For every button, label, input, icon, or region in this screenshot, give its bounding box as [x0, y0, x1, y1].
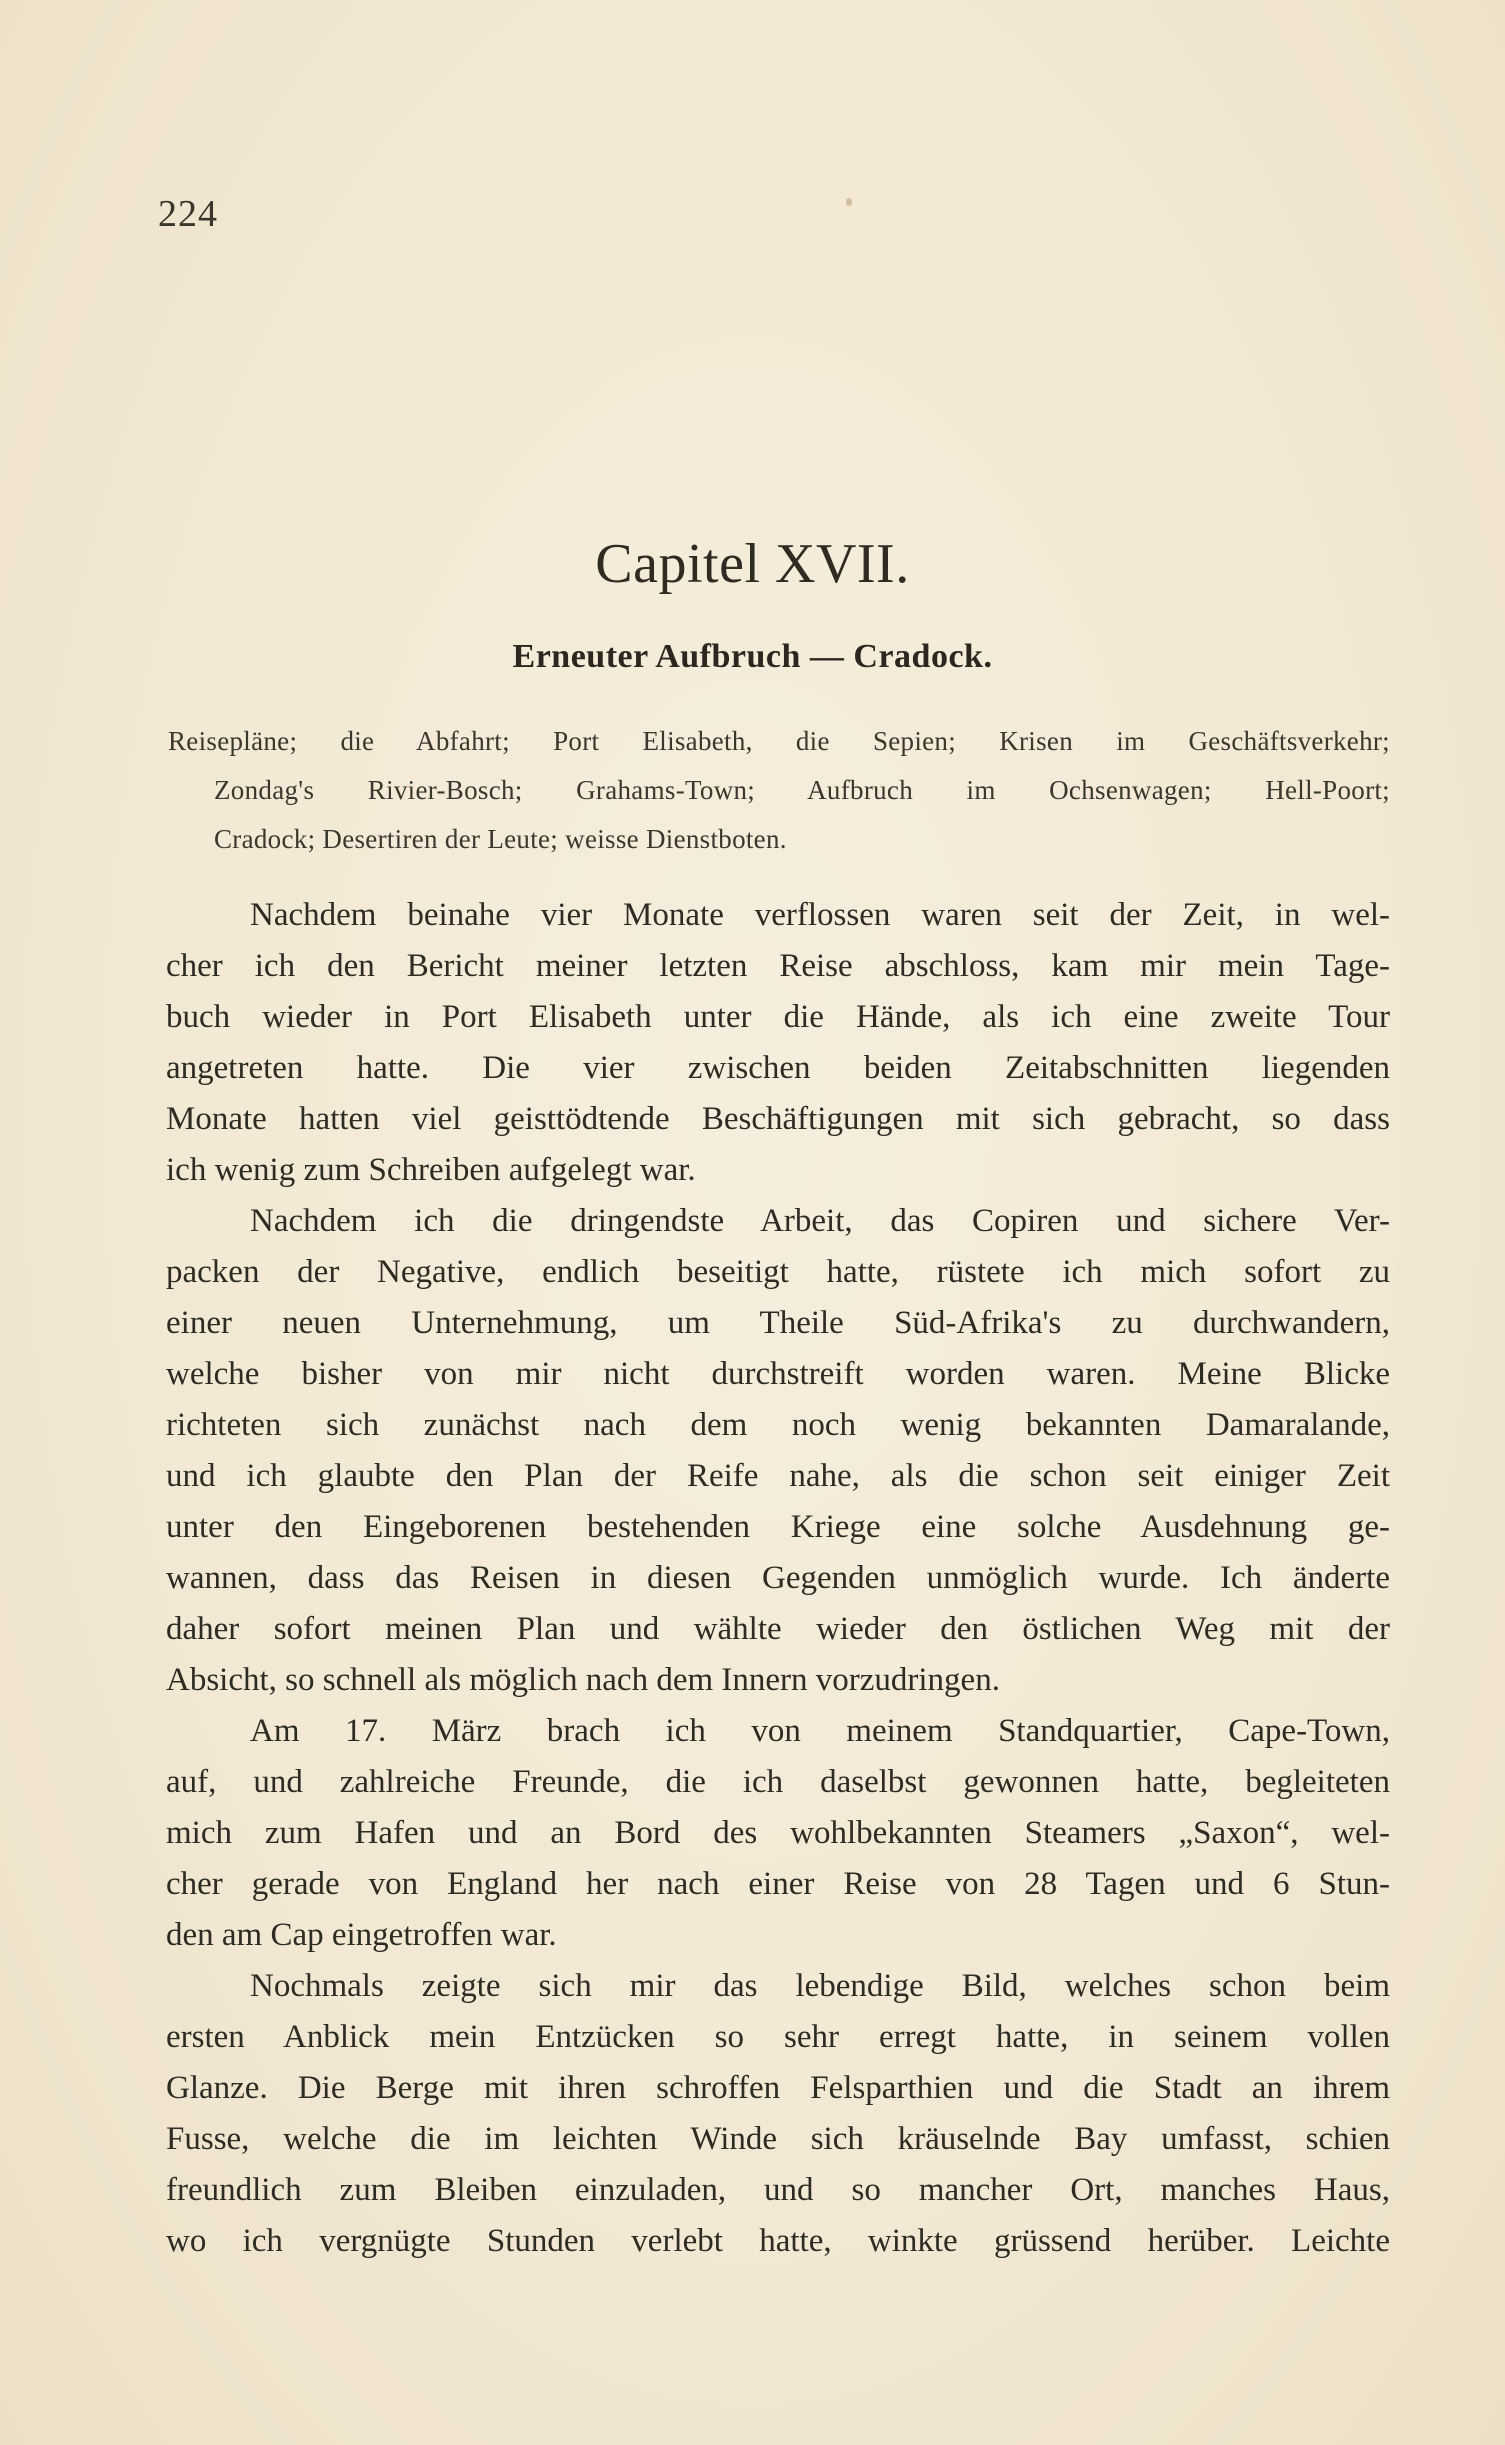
text-line: buch wieder in Port Elisabeth unter die Hände, als ich eine zweite Tour	[166, 999, 1390, 1035]
chapter-subtitle: Erneuter Aufbruch — Cradock.	[512, 638, 993, 675]
text-line: einer neuen Unternehmung, um Theile Süd-Afrika's zu durchwandern,	[166, 1305, 1390, 1341]
text-line: Nachdem beinahe vier Monate verflossen waren seit der Zeit, in wel-	[250, 897, 1390, 933]
summary-line: Reisepläne; die Abfahrt; Port Elisabeth, die Sepien; Krisen im Geschäftsverkehr;	[168, 726, 1390, 756]
text-line: daher sofort meinen Plan und wählte wieder den östlichen Weg mit der	[166, 1611, 1390, 1647]
text-line: richteten sich zunächst nach dem noch wenig bekannten Damaralande,	[166, 1407, 1390, 1443]
text-line: mich zum Hafen und an Bord des wohlbekannten Steamers „Saxon“, wel-	[166, 1815, 1390, 1851]
text-line: wannen, dass das Reisen in diesen Gegenden unmöglich wurde. Ich änderte	[166, 1560, 1390, 1596]
text-line: freundlich zum Bleiben einzuladen, und so mancher Ort, manches Haus,	[166, 2172, 1390, 2208]
body-text	[166, 890, 1390, 2267]
text-line: Absicht, so schnell als möglich nach dem Innern vorzudringen.	[166, 1662, 1000, 1698]
text-line: auf, und zahlreiche Freunde, die ich daselbst gewonnen hatte, begleiteten	[166, 1764, 1390, 1800]
summary-line: Zondag's Rivier-Bosch; Grahams-Town; Aufbruch im Ochsenwagen; Hell-Poort;	[214, 775, 1390, 805]
page-number: 224	[158, 193, 218, 235]
text-line: ersten Anblick mein Entzücken so sehr erregt hatte, in seinem vollen	[166, 2019, 1390, 2055]
text-line: Nochmals zeigte sich mir das lebendige Bild, welches schon beim	[250, 1968, 1390, 2004]
chapter-title: Capitel XVII.	[595, 533, 910, 595]
paper-speck	[846, 198, 852, 206]
text-line: packen der Negative, endlich beseitigt hatte, rüstete ich mich sofort zu	[166, 1254, 1390, 1290]
text-line: unter den Eingeborenen bestehenden Kriege eine solche Ausdehnung ge-	[166, 1509, 1390, 1545]
text-line: welche bisher von mir nicht durchstreift worden waren. Meine Blicke	[166, 1356, 1390, 1392]
text-line: Fusse, welche die im leichten Winde sich kräuselnde Bay umfasst, schien	[166, 2121, 1390, 2157]
chapter-summary	[168, 717, 1390, 864]
text-line: Nachdem ich die dringendste Arbeit, das Copiren und sichere Ver-	[250, 1203, 1390, 1239]
text-line: angetreten hatte. Die vier zwischen beiden Zeitabschnitten liegenden	[166, 1050, 1390, 1086]
text-line: cher gerade von England her nach einer Reise von 28 Tagen und 6 Stun-	[166, 1866, 1390, 1902]
text-line: Glanze. Die Berge mit ihren schroffen Felsparthien und die Stadt an ihrem	[166, 2070, 1390, 2106]
text-line: Am 17. März brach ich von meinem Standquartier, Cape-Town,	[250, 1713, 1390, 1749]
text-line: Monate hatten viel geisttödtende Beschäftigungen mit sich gebracht, so dass	[166, 1101, 1390, 1137]
text-line: und ich glaubte den Plan der Reife nahe, als die schon seit einiger Zeit	[166, 1458, 1390, 1494]
text-line: ich wenig zum Schreiben aufgelegt war.	[166, 1152, 696, 1188]
text-line: wo ich vergnügte Stunden verlebt hatte, winkte grüssend herüber. Leichte	[166, 2223, 1390, 2259]
text-line: cher ich den Bericht meiner letzten Reise abschloss, kam mir mein Tage-	[166, 948, 1390, 984]
summary-line: Cradock; Desertiren der Leute; weisse Dienstboten.	[214, 824, 787, 854]
text-line: den am Cap eingetroffen war.	[166, 1917, 557, 1953]
